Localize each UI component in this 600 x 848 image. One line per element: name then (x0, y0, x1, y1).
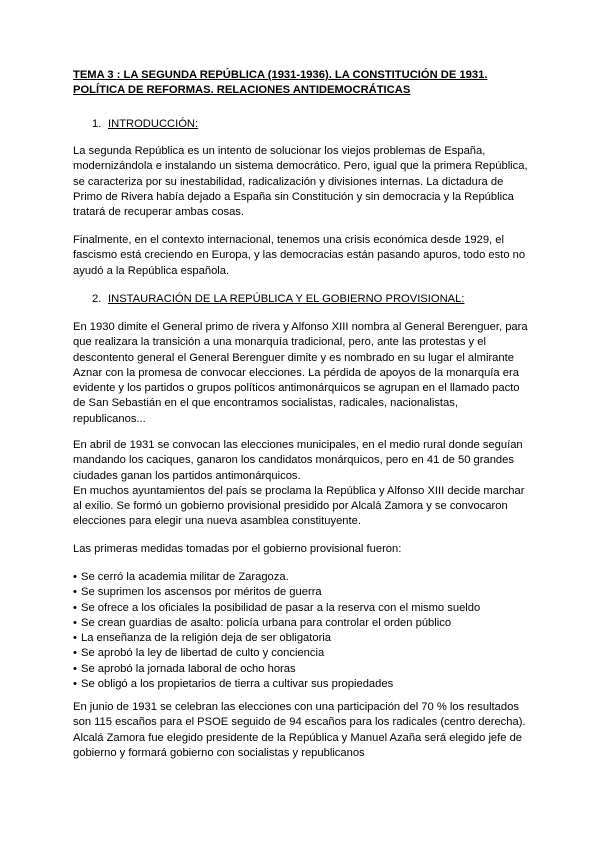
text-line: fascismo está creciendo en Europa, y las democracias están pasando apuros, todo esto no (73, 249, 526, 262)
section-2-number: 2. (92, 293, 102, 305)
document-title (73, 68, 533, 99)
text-line: En 1930 dimite el General primo de rivera y Alfonso XIII nombra al General Berenguer, para (73, 321, 528, 333)
text-line: En abril de 1931 se convocan las elecciones municipales, en el medio rural donde seguían (73, 439, 523, 451)
list-item: • Se aprobó la ley de libertad de culto y conciencia (73, 646, 533, 661)
bullet-icon: • (73, 586, 77, 599)
text-line: ciudades ganan los partidos antimonárquicos. (73, 469, 301, 482)
text-line: al exilio. Se formó un gobierno provisional presidido por Alcalá Zamora y se convocaron (73, 500, 508, 513)
text-line: Aznar con la promesa de convocar elecciones. La pérdida de apoyos de la monarquía era (73, 366, 519, 379)
list-item: • Se cerró la academia militar de Zaragoza. (73, 570, 533, 585)
section-1-paragraph-2 (73, 233, 533, 279)
text-line: Alcalá Zamora fue elegido presidente de la República y Manuel Azaña será elegido jefe de (73, 731, 523, 744)
list-item: • Se crean guardias de asalto: policía urbana para controlar el orden público (73, 616, 533, 631)
text-line: modernizándola e instalando un sistema democrático. Pero, igual que la primera República, (73, 160, 528, 173)
text-line: Finalmente, en el contexto internacional, tenemos una crisis económica desde 1929, el (73, 234, 504, 246)
section-1-paragraph-1 (73, 144, 533, 220)
text-line: se caracteriza por su inestabilidad, radicalización y divisiones internas. La dictadura de (73, 175, 504, 188)
section-2-paragraph-3 (73, 700, 533, 761)
bullet-icon: • (73, 632, 77, 645)
measures-intro (73, 542, 533, 557)
section-2-paragraph-2 (73, 438, 533, 530)
text-line: En junio de 1931 se celebran las elecciones con una participación del 70 % los resultados (73, 701, 519, 713)
text-line: Las primeras medidas tomadas por el gobierno provisional fueron: (73, 543, 402, 555)
text-line: ayudó a la República española. (73, 264, 230, 277)
bullet-icon: • (73, 662, 77, 675)
list-item: • Se obligó a los propietarios de tierra a cultivar sus propiedades (73, 677, 533, 692)
text-line: elecciones para elegir una nueva asamblea constituyente. (73, 515, 361, 528)
text-line: mandando los caciques, ganaron los candidatos monárquicos, pero en 41 de 50 grandes (73, 454, 514, 467)
text-line: republicanos... (73, 412, 146, 425)
bullet-icon: • (73, 678, 77, 691)
section-2-heading (92, 292, 464, 307)
list-item: • Se suprimen los ascensos por méritos de guerra (73, 585, 533, 600)
text-line: tratará de recuperar ambas cosas. (73, 206, 245, 219)
title-line-1: TEMA 3 : LA SEGUNDA REPÚBLICA (1931-1936). LA CONSTITUCIÓN DE 1931. (73, 69, 488, 81)
text-line: Primo de Rivera había dejado a España sin Constitución y sin democracia y la República (73, 190, 514, 203)
text-line: evidente y los partidos o grupos políticos antimonárquicos se agrupan en el llamado pacto (73, 382, 520, 395)
bullet-icon: • (73, 647, 77, 660)
bullet-icon: • (73, 601, 77, 614)
section-1-title: INTRODUCCIÓN: (108, 118, 199, 130)
measures-list (73, 570, 533, 692)
section-2-title: INSTAURACIÓN DE LA REPÚBLICA Y EL GOBIERNO PROVISIONAL: (108, 293, 465, 305)
section-2-paragraph-1 (73, 320, 533, 427)
list-item: • Se ofrece a los oficiales la posibilidad de pasar a la reserva con el mismo sueldo (73, 601, 533, 616)
text-line: gobierno y formará gobierno con socialistas y republicanos (73, 746, 365, 759)
list-item: • La enseñanza de la religión deja de ser obligatoria (73, 631, 533, 646)
section-1-number: 1. (92, 118, 102, 130)
bullet-icon: • (73, 571, 77, 583)
text-line: de San Sebastián en el que encontramos socialistas, radicales, nacionalistas, (73, 397, 458, 410)
text-line: descontento general el General Berenguer dimite y es nombrado en su lugar el almirante (73, 351, 514, 364)
section-1-heading (92, 117, 198, 132)
text-line: que realizara la transición a una monarquía tradicional, pero, ante las protestas y el (73, 336, 486, 349)
text-line: son 115 escaños para el PSOE seguido de 94 escaños para los radicales (centro derecha). (73, 716, 526, 729)
text-line: En muchos ayuntamientos del país se proclama la República y Alfonso XIII decide marchar (73, 484, 525, 497)
title-line-2: POLÍTICA DE REFORMAS. RELACIONES ANTIDEMOCRÁTICAS (73, 84, 411, 97)
bullet-icon: • (73, 616, 77, 629)
text-line: La segunda República es un intento de solucionar los viejos problemas de España, (73, 145, 486, 157)
list-item: • Se aprobó la jornada laboral de ocho horas (73, 662, 533, 677)
